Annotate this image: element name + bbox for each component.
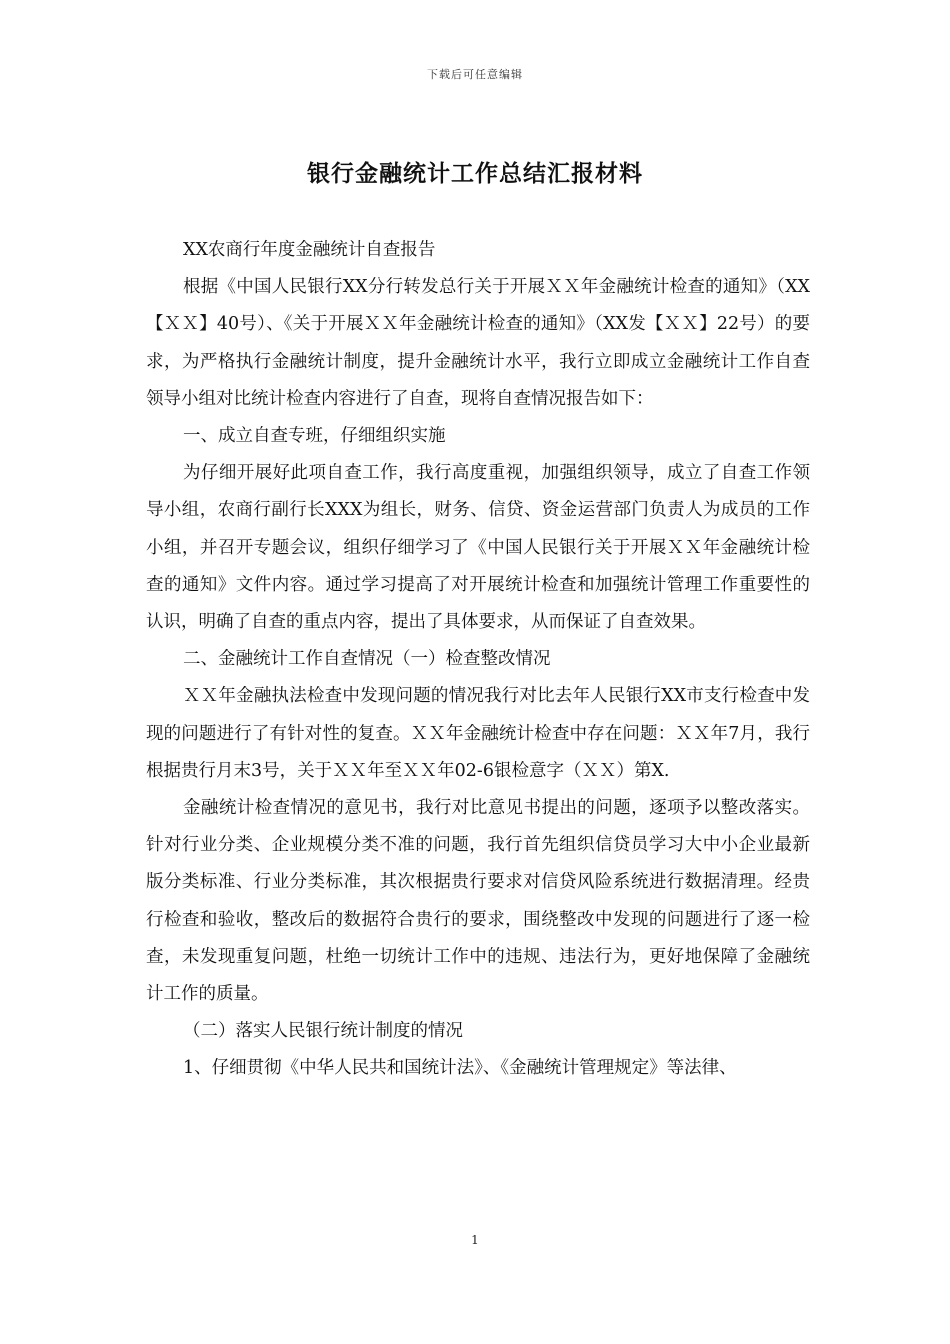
paragraph-organization: 为仔细开展好此项自查工作，我行高度重视，加强组织领导，成立了自查工作领导小组，农商行副行长XXX为组长，财务、信贷、资金运营部门负责人为成员的工作小组，并召开专题会议，组织仔细学习了《中国人民银行关于开展ＸＸ年金融统计检查的通知》文件内容。通过学习提高了对开展统计检查和加强统计管理工作重要性的认识，明确了自查的重点内容，提出了具体要求，从而保证了自查效果。 (146, 463, 810, 633)
paragraph-inspection-issues: ＸＸ年金融执法检查中发现问题的情况我行对比去年人民银行XX市支行检查中发现的问题进行了有针对性的复查。ＸＸ年金融统计检查中存在问题：ＸＸ年7月，我行根据贵行月末3号，关于ＸＸ年至ＸＸ年02-6银检意字（ＸＸ）第X. (146, 686, 810, 781)
paragraph-implementation-1: 1、仔细贯彻《中华人民共和国统计法》、《金融统计管理规定》等法律、 (183, 1058, 737, 1079)
header-note: 下载后可任意编辑 (427, 68, 523, 81)
page-number: 1 (471, 1233, 479, 1247)
subsection-heading-2: （二）落实人民银行统计制度的情况 (183, 1021, 463, 1042)
document-body (146, 232, 810, 1088)
section-heading-1: 一、成立自查专班，仔细组织实施 (183, 426, 446, 447)
paragraph-rectification: 金融统计检查情况的意见书，我行对比意见书提出的问题，逐项予以整改落实。针对行业分类、企业规模分类不准的问题，我行首先组织信贷员学习大中小企业最新版分类标准、行业分类标准，其次根据贵行要求对信贷风险系统进行数据清理。经贵行检查和验收，整改后的数据符合贵行的要求，围绕整改中发现的问题进行了逐一检查，未发现重复问题，杜绝一切统计工作中的违规、违法行为，更好地保障了金融统计工作的质量。 (146, 798, 810, 1005)
document-title: 银行金融统计工作总结汇报材料 (307, 161, 643, 187)
section-heading-2: 二、金融统计工作自查情况（一）检查整改情况 (183, 649, 551, 670)
paragraph-intro: 根据《中国人民银行XX分行转发总行关于开展ＸＸ年金融统计检查的通知》（XX【ＸＸ】40号）、《关于开展ＸＸ年金融统计检查的通知》（XX发【ＸＸ】22号）的要求，为严格执行金融统计制度，提升金融统计水平，我行立即成立金融统计工作自查领导小组对比统计检查内容进行了自查，现将自查情况报告如下： (146, 277, 810, 409)
paragraph-report-title: XX农商行年度金融统计自查报告 (183, 240, 436, 260)
